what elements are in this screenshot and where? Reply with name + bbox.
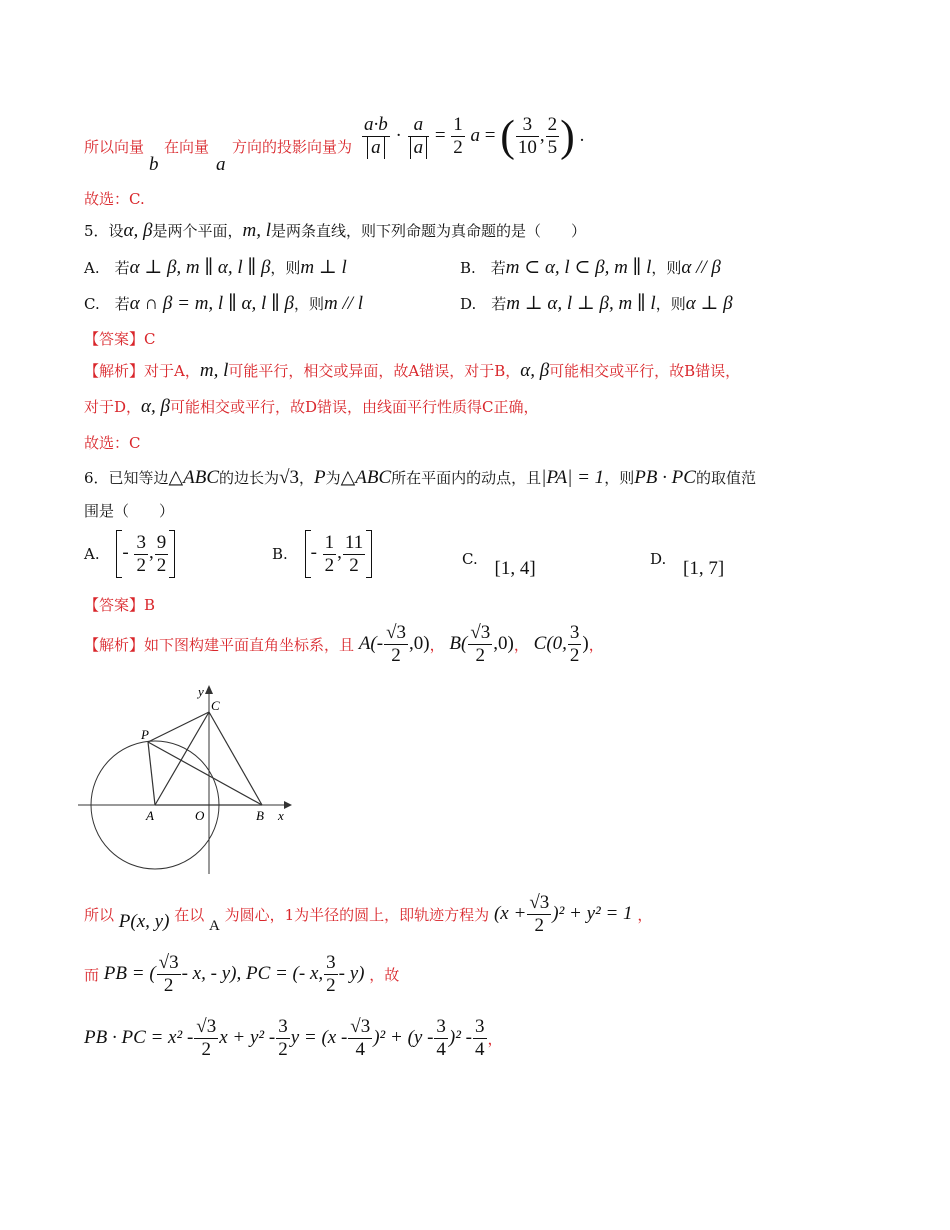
- comma: ,: [539, 124, 545, 146]
- sol1-c: 可能相交或平行，故B错误，: [549, 362, 741, 380]
- vec-n1: √3: [158, 952, 179, 973]
- label-x: x: [278, 808, 284, 823]
- q6-option-c: [462, 548, 536, 579]
- vec-mid: - x, - y), PC = (- x,: [181, 962, 324, 984]
- coord-c-num: 3: [569, 622, 580, 643]
- frac-a: a: [408, 114, 430, 137]
- traj-center-a: A: [209, 917, 220, 934]
- q5-stem: [84, 220, 586, 242]
- q5-option-d: [460, 292, 733, 315]
- coord-c-den: 2: [569, 644, 580, 666]
- q6-number: 6．已知等边: [84, 469, 169, 487]
- label-o: O: [195, 808, 205, 823]
- segment-ac: [155, 712, 209, 805]
- opt-a-label: A. 若: [84, 259, 130, 277]
- coord-a-den: 2: [391, 644, 401, 666]
- q6-c-value: [1, 4]: [494, 558, 536, 579]
- q6-sol-tag: 【解析】: [84, 635, 145, 654]
- opt-c-result: m // l: [323, 293, 364, 314]
- frac2-den: 5: [547, 136, 558, 158]
- dp-end: ，: [487, 1029, 503, 1048]
- q6-trajectory: [84, 892, 652, 937]
- q6-p: P: [314, 467, 326, 488]
- dp-n3: √3: [350, 1016, 371, 1037]
- sol2-b: 可能相交或平行，故D错误，由线面平行性质得C正确，: [169, 398, 539, 416]
- half-den: 2: [453, 136, 463, 158]
- dp-n5: 3: [475, 1016, 485, 1037]
- dp-e: )² -: [448, 1026, 473, 1048]
- opt-d-then: ，则: [655, 295, 686, 313]
- q6-b-comma: ,: [337, 542, 342, 564]
- q6-b-d2: 2: [349, 554, 359, 576]
- traj-eq-num: √3: [529, 892, 550, 913]
- q6-a-n2: 9: [156, 531, 167, 553]
- dp-a: PB · PC = x² -: [84, 1026, 194, 1048]
- opt-d-cond: m ⊥ α, l ⊥ β, m ∥ l: [506, 293, 656, 314]
- opt-a-then: ，则: [270, 259, 301, 277]
- sol-tag: 【解析】: [84, 362, 145, 380]
- q6-dot-product: [84, 1016, 503, 1061]
- opt-c-cond: α ∩ β = m, l ∥ α, l ∥ β: [129, 293, 294, 314]
- dp-d3: 4: [355, 1038, 365, 1060]
- equals-1: =: [434, 124, 446, 146]
- sol2-ab: α, β: [141, 396, 170, 417]
- opt-b-result: α // β: [681, 257, 721, 278]
- q6-stem-d: 为: [325, 469, 341, 487]
- q6-option-a: [84, 530, 175, 578]
- q6-d-label: D.: [650, 550, 667, 568]
- traj-eq-den: 2: [534, 914, 545, 936]
- q6-stem-2: 围是（ ）: [84, 502, 175, 520]
- q5-option-b: [460, 256, 721, 279]
- q6-stem-e: 所在平面内的动点，且: [391, 469, 542, 487]
- q6-a-d2: 2: [156, 554, 167, 576]
- traj-so: 所以: [84, 905, 115, 924]
- abs-a: a: [367, 137, 385, 159]
- q6-d-value: [1, 7]: [683, 558, 725, 579]
- traj-desc: 为圆心，1为半径的圆上，即轨迹方程为: [224, 905, 490, 924]
- var-b: b: [149, 154, 159, 175]
- sep-3: ，: [588, 635, 604, 654]
- opt-c-then: ，则: [293, 295, 324, 313]
- vec-pb: PB = (: [103, 962, 156, 984]
- opt-b-then: ，则: [651, 259, 682, 277]
- q5-stem-post: 是两条直线，则下列命题为真命题的是（ ）: [271, 222, 587, 240]
- traj-end: ，: [637, 905, 653, 924]
- geometry-figure: [78, 682, 293, 877]
- dp-d: )² + (y -: [373, 1026, 434, 1048]
- x-axis-arrow: [284, 801, 292, 809]
- q6-side: √3: [279, 467, 299, 488]
- traj-p: P(x, y): [118, 911, 170, 933]
- frac2-num: 2: [547, 114, 558, 136]
- traj-with: 在以: [174, 905, 205, 924]
- opt-c-label: C. 若: [84, 295, 130, 313]
- choose-c-1: 故选：C.: [84, 190, 145, 208]
- sol1-ab: α, β: [520, 360, 550, 381]
- label-a: A: [146, 808, 154, 823]
- dp-d5: 4: [475, 1038, 485, 1060]
- sol1-b: 可能平行，相交或异面，故A错误，对于B，: [228, 362, 521, 380]
- label-c: C: [211, 698, 220, 713]
- sep-1: ，: [429, 635, 445, 654]
- coord-c-post: ): [582, 632, 589, 654]
- coord-c-pre: C(0,: [533, 632, 567, 654]
- q6-b-n2: 11: [344, 531, 364, 553]
- dp-n1: √3: [196, 1016, 217, 1037]
- text-projection: 方向的投影向量为: [232, 138, 353, 156]
- coord-b-num: √3: [470, 622, 491, 643]
- dp-d2: 2: [278, 1038, 288, 1060]
- q6-a-n1: 3: [136, 531, 146, 553]
- q6-triangle-1: △ABC: [168, 467, 220, 488]
- q6-vectors: [84, 952, 399, 997]
- q6-triangle-2: △ABC: [340, 467, 392, 488]
- coord-b-post: ,0): [493, 632, 514, 654]
- abs-a-2: a: [410, 137, 428, 159]
- frac-ab: a·b: [364, 114, 388, 135]
- coord-b-pre: B(: [449, 632, 468, 654]
- q6-pa: |PA| = 1: [541, 467, 605, 488]
- sol2-a: 对于D，: [84, 398, 142, 416]
- sol1-a: 对于A，: [144, 362, 200, 380]
- q6-c-label: C.: [462, 550, 478, 568]
- q6-stem-c: ，: [299, 469, 315, 487]
- dp-d1: 2: [201, 1038, 211, 1060]
- vec-and: 而: [84, 965, 100, 984]
- coord-a-post: ,0): [409, 632, 430, 654]
- opt-b-label: B. 若: [460, 259, 506, 277]
- opt-a-result: m ⊥ l: [300, 257, 347, 278]
- q6-stem-f: ，则: [604, 469, 635, 487]
- half-num: 1: [453, 114, 463, 136]
- q6-dot: PB · PC: [634, 467, 696, 488]
- q6-sol-a: 如下图构建平面直角坐标系，且: [144, 635, 355, 654]
- q5-answer: 【答案】C: [84, 330, 156, 348]
- frac1-num: 3: [516, 114, 539, 137]
- text-so-vector: 所以向量: [84, 138, 145, 156]
- traj-eq-a: (x +: [493, 902, 527, 924]
- q6-b-label: B.: [272, 545, 288, 563]
- opt-d-label: D. 若: [460, 295, 507, 313]
- equals-2: =: [484, 124, 496, 146]
- q6-a-minus: -: [122, 542, 129, 564]
- q5-m-l: m, l: [242, 220, 271, 241]
- dp-n4: 3: [436, 1016, 446, 1037]
- q6-solution-coords: [84, 622, 604, 667]
- q5-stem-mid: 是两个平面，: [152, 222, 243, 240]
- q6-a-d1: 2: [136, 554, 146, 576]
- dp-b: x + y² -: [219, 1026, 276, 1048]
- opt-a-cond: α ⊥ β, m ∥ α, l ∥ β: [129, 257, 271, 278]
- coord-b-den: 2: [475, 644, 486, 666]
- q6-option-b: [272, 530, 372, 578]
- traj-eq-b: )² + y² = 1: [552, 902, 633, 924]
- q6-a-comma: ,: [148, 542, 154, 564]
- sol1-ml: m, l: [199, 360, 229, 381]
- var-a: a: [216, 154, 226, 175]
- vec-d1: 2: [163, 974, 174, 996]
- text-on-vector: 在向量: [164, 138, 210, 156]
- dp-d4: 4: [436, 1038, 446, 1060]
- q5-number: 5．设: [84, 222, 124, 240]
- q6-b-n1: 1: [324, 531, 335, 553]
- q5-alpha-beta: α, β: [123, 220, 153, 241]
- q5-solution-2: [84, 396, 538, 418]
- projection-formula: $\frac{a\cdot b}{a}$ · $\frac{a}{a}$ = $\frac{1}{2}$ a = ( $\frac{3}{10}$ , $\frac{2}{5}$ ) .: [364, 111, 585, 161]
- vec-therefore: ，故: [369, 965, 400, 984]
- coord-a-pre: A(-: [358, 632, 384, 654]
- q6-a-label: A.: [84, 545, 100, 563]
- opt-b-cond: m ⊂ α, l ⊂ β, m ∥ l: [505, 257, 652, 278]
- q6-option-d: [650, 548, 725, 579]
- q6-stem-b: 的边长为: [219, 469, 280, 487]
- q5-option-c: [84, 292, 363, 315]
- q6-b-minus: -: [310, 542, 317, 564]
- opt-d-result: α ⊥ β: [685, 293, 733, 314]
- period: .: [579, 124, 585, 146]
- label-y: y: [198, 684, 204, 699]
- q5-final: 故选：C: [84, 434, 141, 452]
- segment-pa: [148, 742, 155, 805]
- q5-solution-1: [84, 360, 740, 382]
- q6-b-d1: 2: [324, 554, 335, 576]
- vec-end: - y): [338, 962, 365, 984]
- segment-pb: [148, 742, 262, 805]
- q6-stem-g: 的取值范: [695, 469, 756, 487]
- q6-stem-1: [84, 466, 756, 489]
- dp-c: y = (x -: [290, 1026, 348, 1048]
- label-p: P: [141, 727, 149, 742]
- frac1-den: 10: [517, 136, 537, 158]
- y-axis-arrow: [205, 685, 213, 694]
- vec-n2: 3: [326, 952, 336, 973]
- q6-answer: 【答案】B: [84, 596, 156, 614]
- label-b: B: [256, 808, 264, 823]
- dp-n2: 3: [278, 1016, 288, 1037]
- sep-2: ，: [513, 635, 529, 654]
- vec-d2: 2: [326, 974, 336, 996]
- vec-a: a: [470, 124, 481, 146]
- q5-option-a: [84, 256, 347, 279]
- coord-a-num: √3: [386, 622, 407, 643]
